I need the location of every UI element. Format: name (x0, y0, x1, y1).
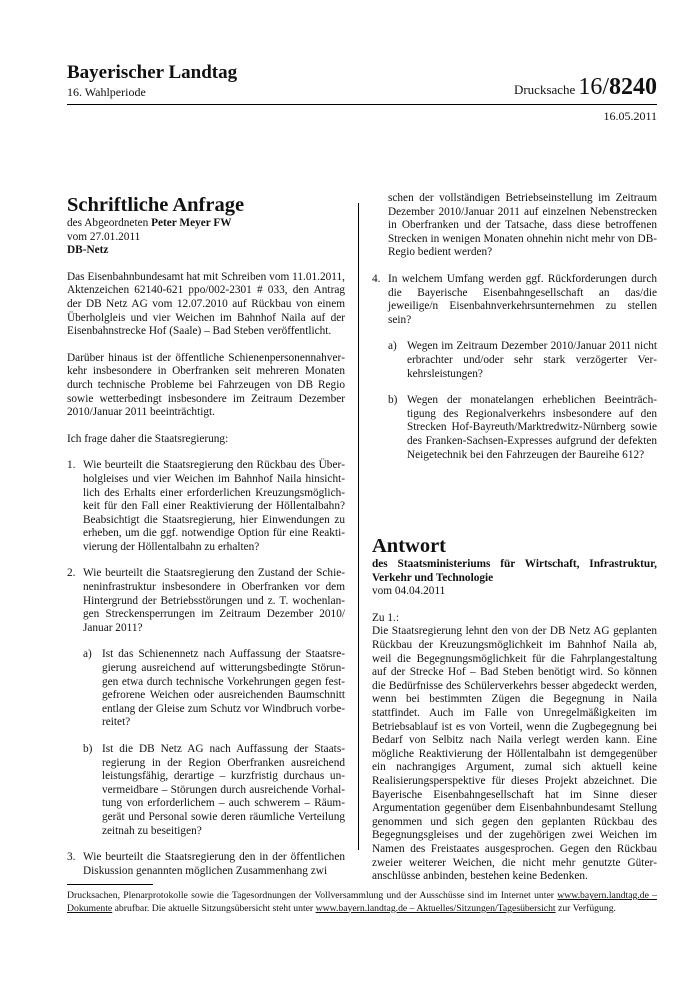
subquestion-letter: b) (83, 743, 93, 755)
footer-text-c: zur Verfügung. (555, 902, 616, 914)
column-divider (358, 203, 359, 850)
subquestion-letter: b) (388, 394, 398, 407)
subquestion-text: Ist das Schienennetz nach Auffassung der Staatsregierung ausreichend auf witterungsbedingte Störungen etwa durch technische Vorkehrungen gegen festgefrorene Weichen oder ausreichenden Baumschnitt entlang der Gleise zum Schutz vor Windbruch vorbereitet? (102, 648, 345, 729)
answer-label: Zu 1.: (372, 611, 399, 624)
anfrage-author-line (67, 217, 345, 231)
right-column (372, 192, 657, 884)
parliament-title: Bayerischer Landtag (67, 62, 238, 83)
question-text: Wie beurteilt die Staatsregierung den in der öffentlichen Diskussion genannten möglichen Zusammenhang zwi (83, 851, 345, 877)
footer-note (67, 890, 657, 915)
intro-paragraph-1: Das Eisenbahnbundesamt hat mit Schreiben vom 11.01.2011, Aktenzeichen 62140-621 ppo/002-2301 # 033, den Antrag der DB Netz AG vom 12.07.2010 auf Rückbau von einem Überholgleis und vier Weichen im Bahnhof Naila auf der Eisenbahnstrecke Hof (Saale) – Bad Steben veröffentlicht. (67, 270, 345, 338)
question-number: 4. (372, 272, 381, 285)
document-date: 16.05.2011 (603, 109, 657, 123)
drucksache-label: Drucksache (513, 82, 576, 97)
question-2a (83, 648, 345, 730)
question-2b (83, 743, 345, 838)
antwort-date: vom 04.04.2011 (372, 585, 446, 598)
question-4 (372, 273, 657, 327)
question-4a (388, 340, 657, 381)
anfrage-date: vom 27.01.2011 (67, 230, 141, 243)
footer-link-documents[interactable]: www.bayern.landtag.de – Dokumente (67, 890, 658, 914)
question-text: Wie beurteilt die Staatsregierung den Zustand der Schieneninfrastruktur insbesondere in Oberfranken vor dem Hintergrund der Betriebsstörungen und z. T. wochenlangen Streckensperrungen im Zeitraum Dezember 2010/ Januar 2011? (83, 567, 345, 634)
footer-divider (67, 884, 153, 885)
header-divider (67, 104, 657, 105)
question-4b (388, 394, 657, 462)
question-number: 2. (67, 567, 76, 580)
question-3 (67, 851, 345, 878)
subquestion-text: Wegen der monatelangen erheblichen Beeinträchtigung des Regionalverkehrs insbesondere auf den Strecken Hof-Bayreuth/Marktredwitz-Nürnberg sowie des Franken-Sachsen-Expresses aufgrund der defekten Neigetechnik bei den Fahrzeugen der Baureihe 612? (407, 394, 657, 461)
drucksache-prefix: 16/ (578, 74, 609, 100)
question-number: 3. (67, 851, 76, 864)
question-2 (67, 567, 345, 635)
intro-paragraph-3: Ich frage daher die Staatsregierung: (67, 432, 229, 445)
anfrage-title: Schriftliche Anfrage (67, 194, 245, 216)
question-3-continuation: schen der vollständigen Betriebseinstellung im Zeitraum Dezember 2010/Januar 2011 auf einzelnen Nebenstrecken in Oberfranken und der Tatsache, dass diese betroffenen Strecken in wenigen Monaten ohnehin nicht mehr von DB-Regio bedient werden? (388, 192, 657, 259)
subquestion-letter: a) (388, 340, 397, 353)
question-number: 1. (67, 459, 76, 472)
antwort-title: Antwort (372, 535, 447, 558)
subquestion-text: Ist die DB Netz AG nach Auffassung der Staatsregierung in der Region Oberfranken ausreichend leistungsfähig, derartige – kurzfristig durchaus unvermeidbare – Störungen durch ausreichende Vorhaltung von erforderlichem – auch schwerem – Räumgerät und Personal sowie deren räumliche Verteilung zeitnah zu beseitigen? (102, 743, 345, 837)
footer-text-a: Drucksachen, Plenarprotokolle sowie die Tagesordnungen der Vollversammlung und der Ausschüsse sind im Internet unter (67, 890, 558, 901)
left-column (67, 193, 345, 878)
author-prefix: des Abgeordneten (67, 217, 152, 229)
legislative-period: 16. Wahlperiode (67, 85, 146, 99)
antwort-ministry: des Staatsministeriums für Wirtschaft, Infrastruktur, Verkehr und Technologie (372, 558, 657, 584)
intro-paragraph-2: Darüber hinaus ist der öffentliche Schienenpersonennahverkehr insbesondere in Oberfranken seit mehreren Monaten durch technische Probleme bei Fahrzeugen von DB Regio sowie wetterbedingt insbesondere im Zeitraum Dezember 2010/Januar 2011 beeinträchtigt. (67, 351, 345, 419)
question-1 (67, 459, 345, 554)
question-text: In welchem Umfang werden ggf. Rückforderungen durch die Bayerische Eisenbahngesellschaft an das/die jeweilige/n Eisenbahnverkehrsunternehmen zu stellen sein? (388, 272, 657, 326)
drucksache-id: 8240 (609, 74, 657, 100)
subquestion-text: Wegen im Zeitraum Dezember 2010/Januar 2011 nicht erbrachter und/oder sehr stark verzögerter Verkehrsleistungen? (407, 340, 657, 380)
footer-text-b: abrufbar. Die aktuelle Sitzungsübersicht steht unter (112, 902, 316, 914)
drucksache-number (514, 74, 657, 101)
question-text: Wie beurteilt die Staatsregierung den Rückbau des Überholgleises und vier Weichen im Bahnhof Naila hinsichtlich des Erhalts einer erforderlichen Kreuzungsmöglichkeit für den Fall einer Reaktivierung der Höllentalbahn? Beabsichtigt die Staatsregierung, hier Einwendungen zu erheben, um die ggf. notwendige Option für eine Reaktivierung der Höllentalbahn zu erhalten? (83, 459, 345, 553)
subquestion-letter: a) (83, 648, 92, 661)
answer-text: Die Staatsregierung lehnt den von der DB Netz AG geplanten Rückbau der Kreuzungsmöglichkeit im Bahnhof Naila ab, weil die Begegnungsmöglichkeit für die Fahrplangestaltung auf der Strecke Hof – Bad Steben benötigt wird. So können die Bedürfnisse des Schülerverkehrs besser abgedeckt werden, wenn bei bestimmten Zügen die Begegnung in Naila stattfindet. Auch im Falle von Unregelmäßigkeiten im Betriebsablauf ist es von Vorteil, wenn die Zugbegegnung bei Bedarf von Selbitz nach Naila verlegt werden kann. Eine mögliche Reaktivierung der Höllentalbahn ist demgegenüber ein nachrangiges Argument, zumal sich aktuell keine Realisierungsperspektive für dieses Projekt abzeichnet. Die Bayerische Eisenbahngesellschaft hat im Sinne dieser Argumentation gegenüber dem Eisenbahnbundesamt Stellung genommen und sich gegen den geplanten Rückbau des Begegnungsgleises und der zugehörigen zwei Weichen im Namen des Freistaates ausgesprochen. Gegen den Rückbau zweier weiterer Weichen, die nicht mehr genutzte Güteranschlüsse anbinden, bestehen keine Bedenken. (372, 625, 657, 883)
author-name: Peter Meyer FW (151, 217, 232, 229)
anfrage-topic: DB-Netz (67, 244, 109, 257)
footer-link-sessions[interactable]: www.bayern.landtag.de – Aktuelles/Sitzungen/Tagesübersicht (315, 902, 556, 914)
